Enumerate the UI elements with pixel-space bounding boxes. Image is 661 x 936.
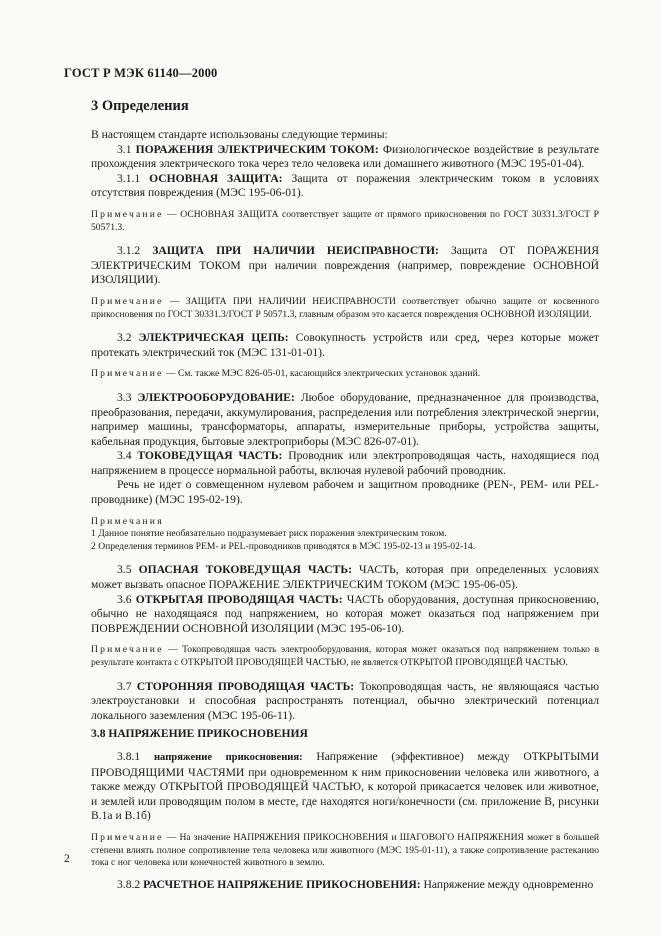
definition-number: 3.8.1 — [117, 749, 154, 763]
definition-text: Защита ОТ ПОРАЖЕНИЯ ЭЛЕКТРИЧЕСКИМ ТОКОМ при наличии повреждения (например, повреждение ОСНОВНОЙ ИЗОЛЯЦИИ). — [91, 244, 600, 287]
definition-text: Токопроводящая часть, не являющаяся частью электроустановки и способная распространять потенциал, обычно электрический потенциал локального заземления (МЭС 195-06-11). — [91, 679, 599, 722]
definition-number: 3.1.1 — [117, 171, 150, 185]
note-item: 1 Данное понятие необязательно подразумевает риск поражения электрическим током. — [91, 528, 447, 540]
note-3-6 — [91, 644, 599, 669]
definition-text: Защита от поражения электрическим током в условиях отсутствия повреждения (МЭС 195-06-01). — [91, 171, 600, 200]
note-3-1-2 — [91, 296, 599, 321]
definition-text: Напряжение (эффективное) между ОТКРЫТЫМИ ПРОВОДЯЩИМИ ЧАСТЯМИ при одновременном к ним прикосновении человека или животного, а также между ОТКРЫТОЙ ПРОВОДЯЩЕЙ ЧАСТЬЮ, к которой прикасается человек или животное, и землей или проводящим полом в месте, где находятся ноги/конечности (см. приложение В, рисунки В.1а и В.1б) — [91, 749, 599, 823]
definition-3-3 — [91, 391, 599, 449]
definition-term: ЗАЩИТА ПРИ НАЛИЧИИ НЕИСПРАВНОСТИ: — [152, 244, 439, 258]
definition-text: Физиологическое воздействие в результате прохождения электрического тока через тело человека или домашнего животного (МЭС 195-01-04). — [91, 142, 599, 171]
definition-number: 3.3 — [117, 390, 138, 404]
definition-term: ОСНОВНАЯ ЗАЩИТА: — [149, 171, 283, 185]
definition-3-8-1 — [91, 750, 599, 824]
page-number: 2 — [64, 852, 70, 865]
definition-3-4 — [91, 449, 599, 478]
definition-3-1 — [91, 143, 599, 172]
definition-term: ОПАСНАЯ ТОКОВЕДУЩАЯ ЧАСТЬ: — [138, 563, 352, 577]
note-text: — ОСНОВНАЯ ЗАЩИТА соответствует защите от прямого прикосновения по ГОСТ 30331.3/ГОСТ Р 50571.3. — [91, 208, 599, 233]
document-header: ГОСТ Р МЭК 61140—2000 — [64, 66, 218, 80]
definition-term: ЭЛЕКТРООБОРУДОВАНИЕ: — [137, 390, 295, 404]
definition-text: Напряжение между одновременно — [420, 877, 594, 891]
definition-number: 3.4 — [117, 449, 138, 463]
subsection-heading-3-8: 3.8 НАПРЯЖЕНИЕ ПРИКОСНОВЕНИЯ — [91, 727, 308, 741]
definition-number: 3.6 — [117, 592, 136, 606]
definition-3-2 — [91, 331, 599, 360]
definition-text: ЧАСТЬ, которая при определенных условиях может вызвать опасное ПОРАЖЕНИЕ ЭЛЕКТРИЧЕСКИМ ТОКОМ (МЭС 195-06-05). — [91, 563, 599, 592]
note-text: — См. также МЭС 826-05-01, касающийся электрических установок зданий. — [163, 368, 481, 380]
definition-3-6 — [91, 593, 599, 637]
definition-3-8-2 — [91, 878, 599, 893]
note-label: Примечание — [91, 644, 164, 656]
note-3-8-1 — [91, 832, 599, 870]
note-text: — На значение НАПРЯЖЕНИЯ ПРИКОСНОВЕНИЯ и ШАГОВОГО НАПРЯЖЕНИЯ может в большей степени влиять полное сопротивление тела человека или животного (МЭС 195-01-11), а также сопротивление растеканию тока с ног человека или конечностей животного в землю. — [91, 831, 599, 869]
definition-term: ТОКОВЕДУЩАЯ ЧАСТЬ: — [137, 449, 283, 463]
definition-text: Любое оборудование, предназначенное для производства, преобразования, передачи, аккумулирования, распределения или потребления электрической энергии, например машины, трансформаторы, аппараты, измерительные приборы, устройства защиты, кабельная продукция, бытовые электроприборы (МЭС 826-07-01). — [91, 390, 600, 448]
definition-number: 3.5 — [117, 563, 139, 577]
note-label: Примечания — [91, 515, 164, 527]
definition-term: ПОРАЖЕНИЯ ЭЛЕКТРИЧЕСКИМ ТОКОМ: — [135, 142, 379, 156]
intro-paragraph: В настоящем стандарте использованы следующие термины: — [91, 128, 388, 141]
note-text: — Токопроводящая часть электрооборудования, которая может оказаться под напряжением только в результате контакта с ОТКРЫТОЙ ПРОВОДЯЩЕЙ ЧАСТЬЮ, не является ОТКРЫТОЙ ПРОВОДЯЩЕЙ ЧАСТЬЮ. — [91, 644, 599, 668]
definition-number: 3.1.2 — [117, 244, 153, 258]
note-label: Примечание — [91, 208, 164, 220]
definition-number: 3.8.2 — [117, 877, 144, 891]
definition-term: напряжение прикосновения: — [153, 751, 303, 763]
section-title: 3 Определения — [91, 98, 189, 114]
definition-term: ЭЛЕКТРИЧЕСКАЯ ЦЕПЬ: — [138, 331, 289, 345]
note-label: Примечание — [91, 295, 164, 307]
definition-number: 3.1 — [117, 142, 136, 156]
note-label: Примечание — [91, 368, 164, 380]
definition-text: ЧАСТЬ оборудования, доступная прикосновению, обычно не находящаяся под напряжением, но которая может оказаться под напряжением при ПОВРЕЖДЕНИИ ОСНОВНОЙ ИЗОЛЯЦИИ (МЭС 195-06-10). — [91, 592, 599, 635]
notes-3-4-label — [91, 516, 599, 529]
definition-number: 3.2 — [117, 331, 139, 345]
definition-3-1-2 — [91, 244, 599, 288]
definition-term: СТОРОННЯЯ ПРОВОДЯЩАЯ ЧАСТЬ: — [136, 679, 355, 693]
definition-3-7 — [91, 680, 599, 724]
definition-3-1-1 — [91, 172, 599, 201]
definition-term: ОТКРЫТАЯ ПРОВОДЯЩАЯ ЧАСТЬ: — [135, 592, 343, 606]
definition-number: 3.7 — [117, 679, 137, 693]
definition-text: Совокупность устройств или сред, через которые может протекать электрический ток (МЭС 131-01-01). — [91, 331, 599, 359]
paragraph-3-4-pen: Речь не идет о совмещенном нулевом рабочем и защитном проводнике (PEN-, PEM- или PEL-проводнике) (МЭС 195-02-19). — [91, 478, 599, 507]
document-body — [91, 128, 599, 892]
definition-term: РАСЧЕТНОЕ НАПРЯЖЕНИЕ ПРИКОСНОВЕНИЯ: — [143, 877, 421, 891]
note-label: Примечание — [91, 831, 164, 843]
definition-3-5 — [91, 563, 599, 592]
note-3-1-1 — [91, 209, 599, 234]
note-text: — ЗАЩИТА ПРИ НАЛИЧИИ НЕИСПРАВНОСТИ соответствует обычно защите от косвенного прикосновения по ГОСТ 30331.3/ГОСТ Р 50571.3, главным образом это касается повреждения ОСНОВНОЙ ИЗОЛЯЦИИ. — [91, 295, 599, 320]
note-item: 2 Определения терминов PEM- и PEL-проводников приводятся в МЭС 195-02-13 и 195-02-14. — [91, 540, 476, 552]
note-3-2 — [91, 368, 599, 381]
definition-text: Проводник или электропроводящая часть, находящиеся под напряжением в процессе нормальной работы, включая нулевой рабочий проводник. — [91, 449, 600, 477]
